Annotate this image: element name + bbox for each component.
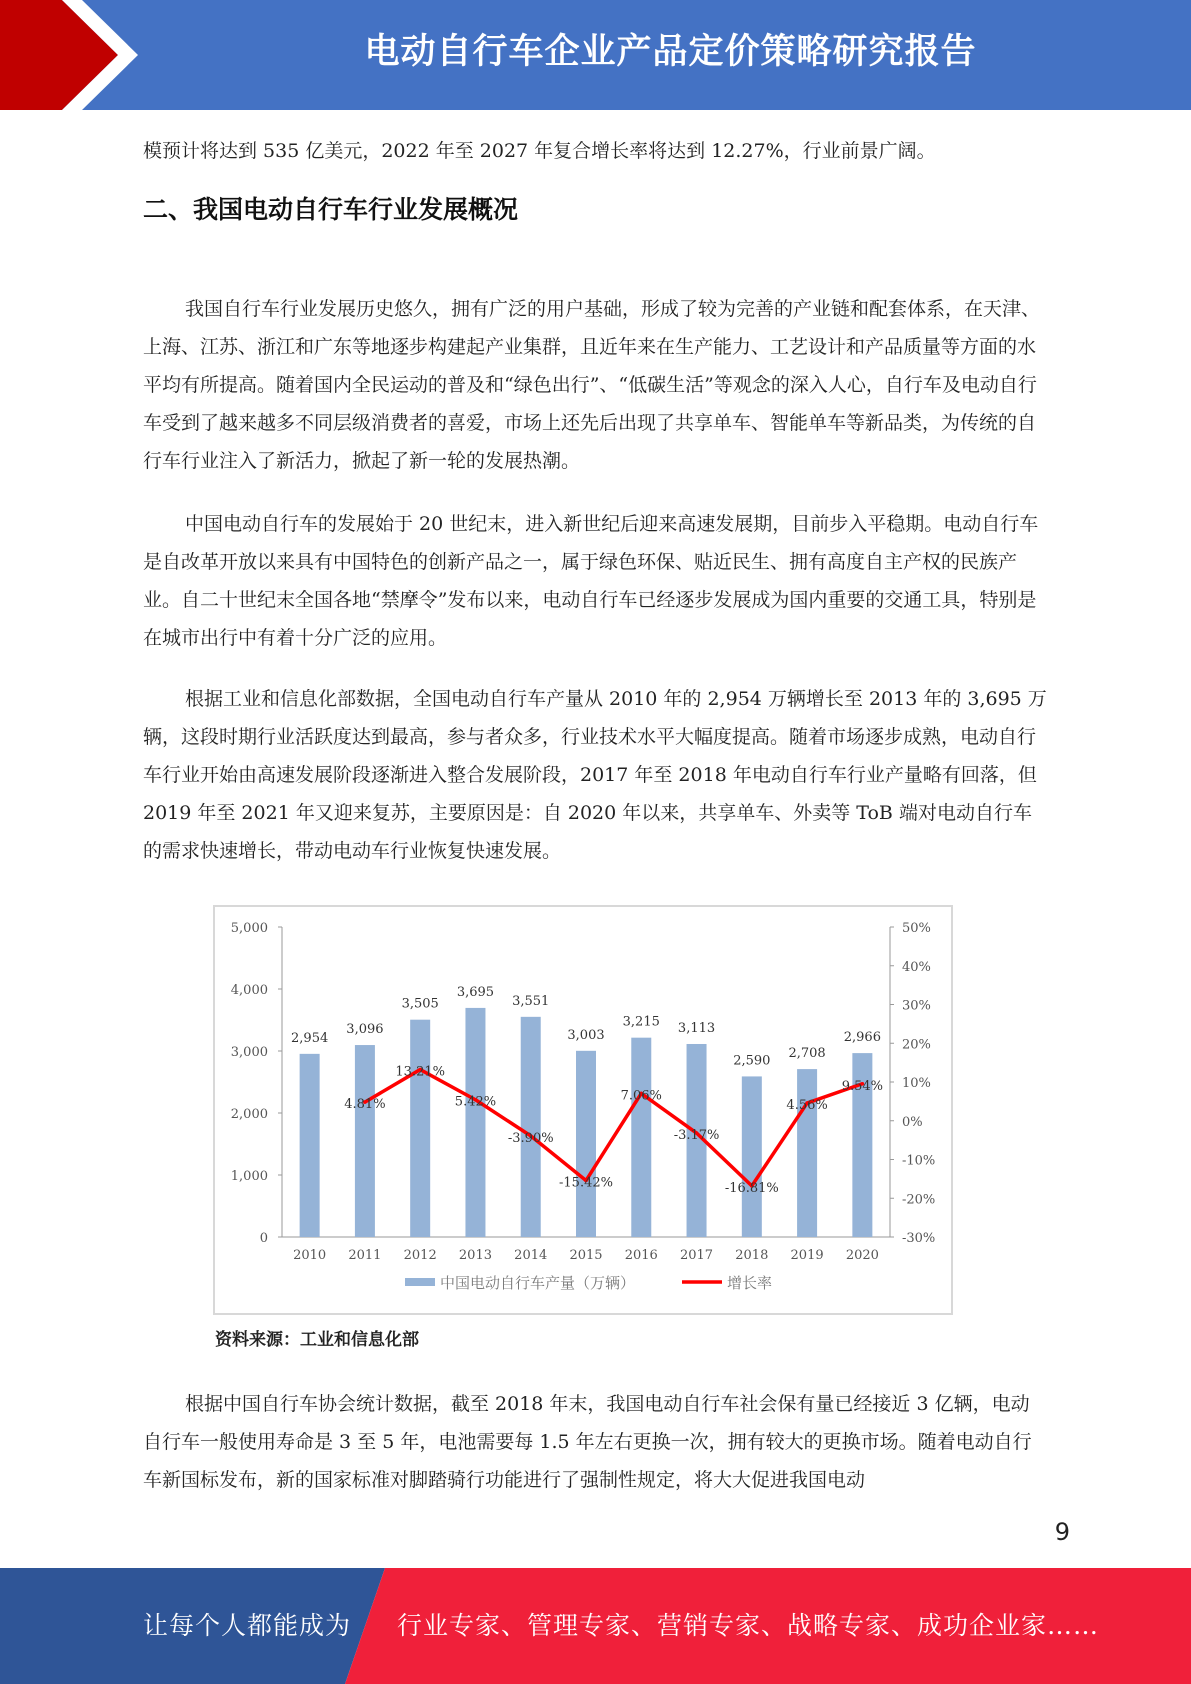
bar-2012 <box>410 1020 430 1237</box>
bar-2014 <box>521 1017 541 1237</box>
bar-value-label: 3,551 <box>512 993 550 1009</box>
paragraph-industry-history: 我国自行车行业发展历史悠久，拥有广泛的用户基础，形成了较为完善的产业链和配套体系，在天津、上海、江苏、浙江和广东等地逐步构建起产业集群，且近年来在生产能力、工艺设计和产品质量等方面的水平均有所提高。随着国内全民运动的普及和“绿色出行”、“低碳生活”等观念的深入人心，自行车及电动自行车受到了越来越多不同层级消费者的喜爱，市场上还先后出现了共享单车、智能单车等新品类，为传统的自行车行业注入了新活力，掀起了新一轮的发展热潮。 <box>143 298 1041 472</box>
x-tick-label: 2017 <box>679 1248 714 1263</box>
right-tick-label: 50% <box>902 921 931 936</box>
bar-2011 <box>355 1045 375 1237</box>
growth-rate-label: 13.21% <box>395 1064 445 1080</box>
x-tick-label: 2012 <box>403 1248 437 1263</box>
paragraph-ownership: 根据中国自行车协会统计数据，截至 2018 年末，我国电动自行车社会保有量已经接近 3 亿辆，电动自行车一般使用寿命是 3 至 5 年，电池需要每 1.5 年左右更换一次，拥有较大的更换市场。随着电动自行车新国标发布，新的国家标准对脚踏骑行功能进行了强制性规定，将大大促进我国电动 <box>143 1393 1032 1491</box>
right-tick-label: -10% <box>902 1153 936 1169</box>
left-tick-label: 2,000 <box>230 1107 268 1122</box>
bar-value-label: 3,695 <box>456 984 495 1000</box>
left-tick-label: 0 <box>259 1231 268 1246</box>
growth-rate-label: -3.90% <box>507 1130 554 1146</box>
growth-rate-label: -3.17% <box>673 1128 720 1144</box>
growth-rate-label: 5.42% <box>454 1094 497 1110</box>
growth-rate-label: -15.42% <box>559 1175 613 1191</box>
left-tick-label: 4,000 <box>230 983 268 998</box>
bar-value-label: 3,113 <box>677 1020 716 1036</box>
x-tick-label: 2014 <box>514 1248 548 1263</box>
production-chart <box>213 905 953 1315</box>
x-tick-label: 2013 <box>458 1248 493 1263</box>
bar-2019 <box>797 1069 817 1237</box>
bar-value-label: 3,505 <box>401 996 439 1012</box>
page-number: 9 <box>1054 1518 1070 1546</box>
bar-value-label: 2,966 <box>843 1030 881 1046</box>
x-tick-label: 2020 <box>845 1248 879 1263</box>
x-tick-label: 2015 <box>569 1248 603 1263</box>
left-tick-label: 3,000 <box>230 1045 268 1060</box>
legend-bar-swatch <box>405 1278 435 1286</box>
growth-rate-line <box>365 1070 862 1186</box>
header-chevron-decoration <box>0 0 160 110</box>
page-footer <box>0 1568 1191 1684</box>
x-tick-label: 2018 <box>735 1248 769 1263</box>
right-tick-label: 10% <box>902 1076 931 1091</box>
bar-value-label: 2,954 <box>291 1030 329 1046</box>
growth-rate-label: 4.56% <box>786 1098 828 1114</box>
bar-value-label: 2,590 <box>733 1053 771 1069</box>
footer-slogan-right: 行业专家、管理专家、营销专家、战略专家、成功企业家…… <box>397 1611 1100 1640</box>
footer-slogan-left: 让每个人都能成为 <box>143 1611 352 1640</box>
growth-rate-label: -16.81% <box>724 1180 779 1196</box>
bar-2018 <box>742 1076 762 1237</box>
legend-line-label: 增长率 <box>727 1274 773 1292</box>
page-header <box>0 0 1191 110</box>
x-tick-label: 2011 <box>348 1248 382 1263</box>
right-tick-label: 30% <box>902 998 931 1014</box>
paragraph-continuation: 模预计将达到 535 亿美元，2022 年至 2027 年复合增长率将达到 12.27%，行业前景广阔。 <box>143 140 936 162</box>
growth-rate-label: 7.06% <box>620 1088 662 1104</box>
bar-value-label: 3,003 <box>567 1027 605 1043</box>
x-tick-label: 2019 <box>790 1248 824 1263</box>
x-tick-label: 2016 <box>624 1248 658 1263</box>
paragraph-production-data: 根据工业和信息化部数据，全国电动自行车产量从 2010 年的 2,954 万辆增长至 2013 年的 3,695 万辆，这段时期行业活跃度达到最高，参与者众多，行业技术水平大幅度提高。随着市场逐步成熟，电动自行车行业开始由高速发展阶段逐渐进入整合发展阶段，2017 年至 2018 年电动自行车行业产量略有回落，但 2019 年至 2021 年又迎来复苏，主要原因是：自 2020 年以来，共享单车、外卖等 ToB 端对电动自行车的需求快速增长，带动电动车行业恢复快速发展。 <box>143 688 1047 862</box>
bar-2010 <box>300 1054 320 1237</box>
paragraph-development: 中国电动自行车的发展始于 20 世纪末，进入新世纪后迎来高速发展期，目前步入平稳期。电动自行车是自改革开放以来具有中国特色的创新产品之一，属于绿色环保、贴近民生、拥有高度自主产权的民族产业。自二十世纪末全国各地“禁摩令”发布以来，电动自行车已经逐步发展成为国内重要的交通工具，特别是在城市出行中有着十分广泛的应用。 <box>143 513 1039 649</box>
x-tick-label: 2010 <box>293 1248 327 1263</box>
bar-2016 <box>631 1038 651 1237</box>
left-tick-label: 1,000 <box>230 1169 268 1184</box>
right-tick-label: 40% <box>902 959 931 975</box>
right-tick-label: -30% <box>902 1231 936 1246</box>
growth-rate-label: 9.54% <box>841 1078 884 1094</box>
bar-value-label: 3,096 <box>346 1022 384 1038</box>
report-title: 电动自行车企业产品定价策略研究报告 <box>364 32 977 72</box>
section-heading: 二、我国电动自行车行业发展概况 <box>143 195 519 224</box>
production-chart-svg <box>215 907 951 1313</box>
right-tick-label: 20% <box>902 1037 931 1053</box>
legend-bar-label: 中国电动自行车产量（万辆） <box>440 1274 636 1292</box>
right-tick-label: -20% <box>902 1192 936 1208</box>
bar-value-label: 2,708 <box>788 1046 826 1062</box>
chart-source: 资料来源：工业和信息化部 <box>215 1330 419 1350</box>
bar-2015 <box>576 1051 596 1237</box>
right-tick-label: 0% <box>902 1114 923 1130</box>
bar-value-label: 3,215 <box>622 1014 660 1030</box>
left-tick-label: 5,000 <box>230 921 268 936</box>
growth-rate-label: 4.81% <box>344 1097 386 1113</box>
bar-2013 <box>465 1008 485 1237</box>
